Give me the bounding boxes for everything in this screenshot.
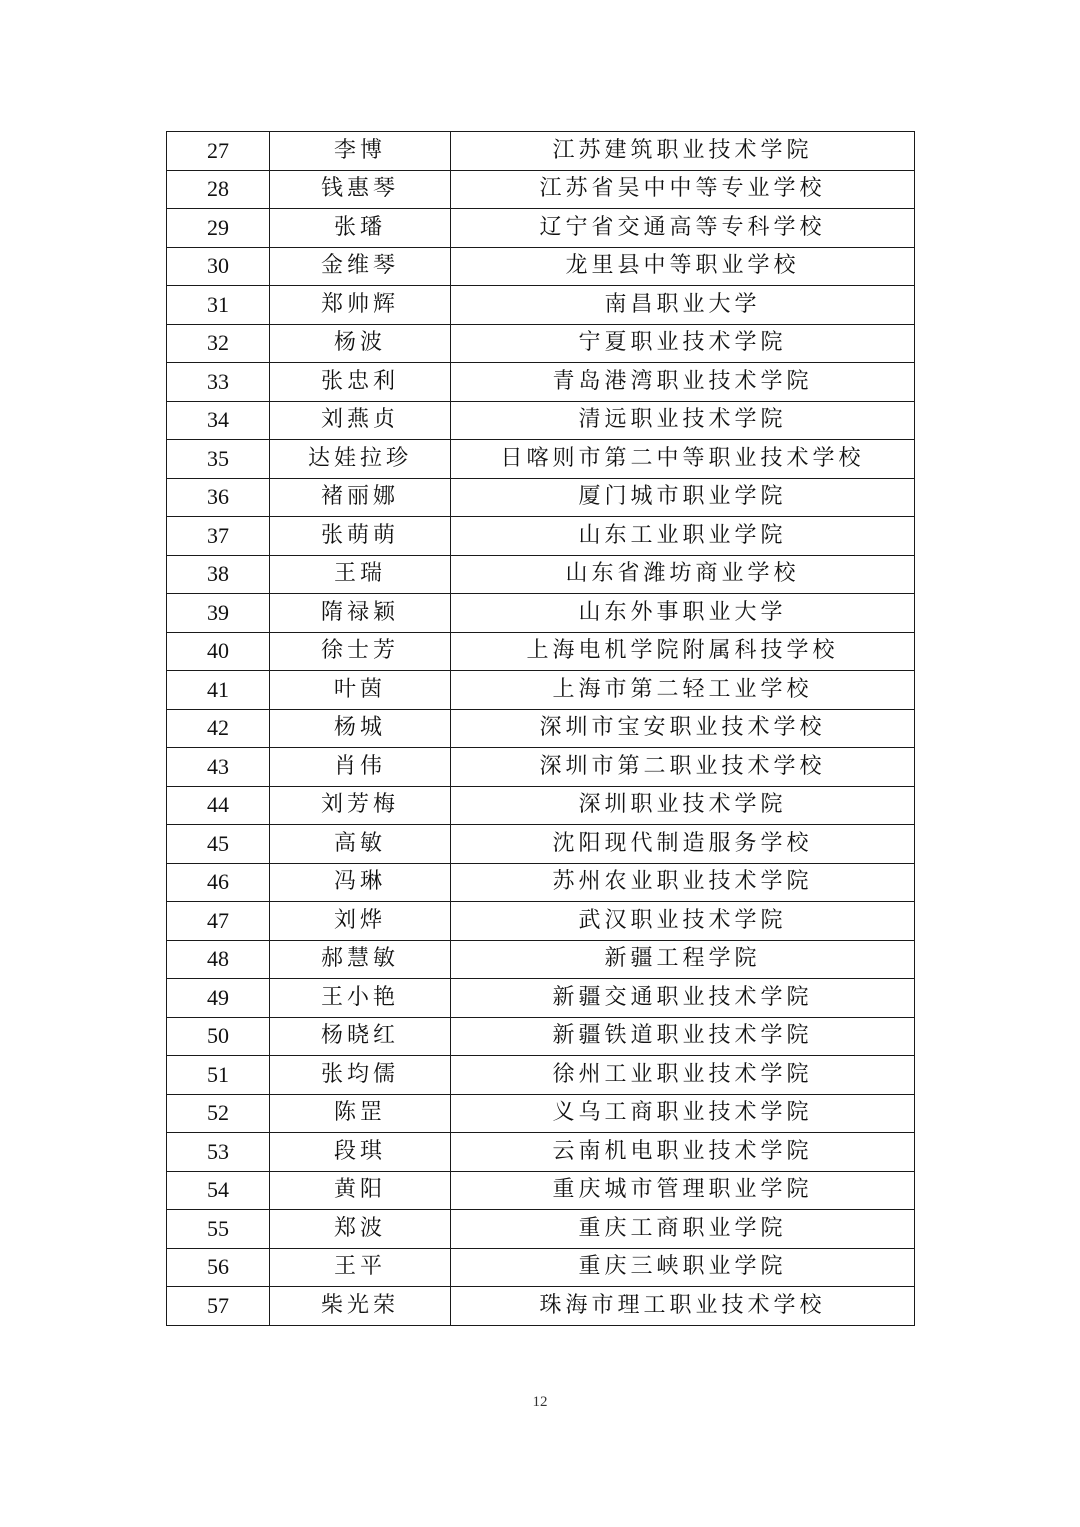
- organization-cell: 龙里县中等职业学校: [451, 247, 915, 286]
- organization-cell: 新疆铁道职业技术学院: [451, 1017, 915, 1056]
- table-row: [167, 517, 915, 556]
- organization-cell: 上海市第二轻工业学校: [451, 671, 915, 710]
- name-cell: 黄阳: [270, 1171, 451, 1210]
- name-cell: 王小艳: [270, 979, 451, 1018]
- organization-cell: 沈阳现代制造服务学校: [451, 825, 915, 864]
- organization-cell: 义乌工商职业技术学院: [451, 1094, 915, 1133]
- row-number-cell: 51: [167, 1056, 270, 1095]
- name-cell: 段琪: [270, 1133, 451, 1172]
- organization-cell: 上海电机学院附属科技学校: [451, 632, 915, 671]
- row-number-cell: 44: [167, 786, 270, 825]
- organization-cell: 辽宁省交通高等专科学校: [451, 209, 915, 248]
- name-cell: 冯琳: [270, 863, 451, 902]
- roster-table-body: [167, 132, 915, 1326]
- table-row: [167, 709, 915, 748]
- table-row: [167, 247, 915, 286]
- row-number-cell: 43: [167, 748, 270, 787]
- organization-cell: 重庆工商职业学院: [451, 1210, 915, 1249]
- row-number-cell: 35: [167, 440, 270, 479]
- row-number-cell: 45: [167, 825, 270, 864]
- organization-cell: 山东工业职业学院: [451, 517, 915, 556]
- name-cell: 刘烨: [270, 902, 451, 941]
- name-cell: 叶茵: [270, 671, 451, 710]
- name-cell: 郑波: [270, 1210, 451, 1249]
- row-number-cell: 31: [167, 286, 270, 325]
- table-row: [167, 478, 915, 517]
- row-number-cell: 33: [167, 363, 270, 402]
- organization-cell: 日喀则市第二中等职业技术学校: [451, 440, 915, 479]
- table-row: [167, 902, 915, 941]
- table-row: [167, 632, 915, 671]
- organization-cell: 南昌职业大学: [451, 286, 915, 325]
- name-cell: 王平: [270, 1248, 451, 1287]
- row-number-cell: 46: [167, 863, 270, 902]
- table-row: [167, 594, 915, 633]
- organization-cell: 厦门城市职业学院: [451, 478, 915, 517]
- table-row: [167, 401, 915, 440]
- table-row: [167, 1171, 915, 1210]
- name-cell: 金维琴: [270, 247, 451, 286]
- organization-cell: 宁夏职业技术学院: [451, 324, 915, 363]
- name-cell: 达娃拉珍: [270, 440, 451, 479]
- table-row: [167, 863, 915, 902]
- name-cell: 褚丽娜: [270, 478, 451, 517]
- row-number-cell: 32: [167, 324, 270, 363]
- row-number-cell: 36: [167, 478, 270, 517]
- name-cell: 张均儒: [270, 1056, 451, 1095]
- table-row: [167, 440, 915, 479]
- row-number-cell: 56: [167, 1248, 270, 1287]
- name-cell: 肖伟: [270, 748, 451, 787]
- row-number-cell: 29: [167, 209, 270, 248]
- table-row: [167, 170, 915, 209]
- name-cell: 隋禄颖: [270, 594, 451, 633]
- table-row: [167, 209, 915, 248]
- row-number-cell: 30: [167, 247, 270, 286]
- table-row: [167, 1248, 915, 1287]
- organization-cell: 武汉职业技术学院: [451, 902, 915, 941]
- organization-cell: 重庆城市管理职业学院: [451, 1171, 915, 1210]
- name-cell: 张忠利: [270, 363, 451, 402]
- table-row: [167, 940, 915, 979]
- name-cell: 杨晓红: [270, 1017, 451, 1056]
- table-row: [167, 1056, 915, 1095]
- row-number-cell: 55: [167, 1210, 270, 1249]
- table-row: [167, 748, 915, 787]
- name-cell: 王瑞: [270, 555, 451, 594]
- name-cell: 陈罡: [270, 1094, 451, 1133]
- row-number-cell: 41: [167, 671, 270, 710]
- row-number-cell: 48: [167, 940, 270, 979]
- table-row: [167, 979, 915, 1018]
- row-number-cell: 49: [167, 979, 270, 1018]
- row-number-cell: 28: [167, 170, 270, 209]
- name-cell: 徐士芳: [270, 632, 451, 671]
- organization-cell: 深圳职业技术学院: [451, 786, 915, 825]
- organization-cell: 深圳市第二职业技术学校: [451, 748, 915, 787]
- row-number-cell: 27: [167, 132, 270, 171]
- row-number-cell: 37: [167, 517, 270, 556]
- name-cell: 杨城: [270, 709, 451, 748]
- name-cell: 刘燕贞: [270, 401, 451, 440]
- table-row: [167, 286, 915, 325]
- organization-cell: 新疆工程学院: [451, 940, 915, 979]
- row-number-cell: 57: [167, 1287, 270, 1326]
- organization-cell: 苏州农业职业技术学院: [451, 863, 915, 902]
- table-row: [167, 555, 915, 594]
- row-number-cell: 40: [167, 632, 270, 671]
- table-row: [167, 1287, 915, 1326]
- organization-cell: 清远职业技术学院: [451, 401, 915, 440]
- organization-cell: 江苏省吴中中等专业学校: [451, 170, 915, 209]
- table-row: [167, 363, 915, 402]
- table-row: [167, 1133, 915, 1172]
- table-row: [167, 1210, 915, 1249]
- organization-cell: 山东省潍坊商业学校: [451, 555, 915, 594]
- table-row: [167, 1017, 915, 1056]
- page-number: 12: [532, 1394, 548, 1410]
- organization-cell: 深圳市宝安职业技术学校: [451, 709, 915, 748]
- name-cell: 柴光荣: [270, 1287, 451, 1326]
- row-number-cell: 50: [167, 1017, 270, 1056]
- organization-cell: 新疆交通职业技术学院: [451, 979, 915, 1018]
- row-number-cell: 52: [167, 1094, 270, 1133]
- name-cell: 张萌萌: [270, 517, 451, 556]
- row-number-cell: 38: [167, 555, 270, 594]
- name-cell: 杨波: [270, 324, 451, 363]
- name-cell: 高敏: [270, 825, 451, 864]
- row-number-cell: 39: [167, 594, 270, 633]
- table-row: [167, 786, 915, 825]
- organization-cell: 山东外事职业大学: [451, 594, 915, 633]
- name-cell: 刘芳梅: [270, 786, 451, 825]
- name-cell: 张璠: [270, 209, 451, 248]
- row-number-cell: 53: [167, 1133, 270, 1172]
- name-cell: 郑帅辉: [270, 286, 451, 325]
- organization-cell: 重庆三峡职业学院: [451, 1248, 915, 1287]
- table-row: [167, 825, 915, 864]
- name-cell: 钱惠琴: [270, 170, 451, 209]
- name-cell: 郝慧敏: [270, 940, 451, 979]
- table-row: [167, 132, 915, 171]
- organization-cell: 青岛港湾职业技术学院: [451, 363, 915, 402]
- roster-table: [166, 131, 915, 1326]
- row-number-cell: 47: [167, 902, 270, 941]
- table-row: [167, 671, 915, 710]
- row-number-cell: 42: [167, 709, 270, 748]
- row-number-cell: 54: [167, 1171, 270, 1210]
- table-row: [167, 324, 915, 363]
- organization-cell: 江苏建筑职业技术学院: [451, 132, 915, 171]
- row-number-cell: 34: [167, 401, 270, 440]
- organization-cell: 珠海市理工职业技术学校: [451, 1287, 915, 1326]
- organization-cell: 云南机电职业技术学院: [451, 1133, 915, 1172]
- organization-cell: 徐州工业职业技术学院: [451, 1056, 915, 1095]
- table-row: [167, 1094, 915, 1133]
- name-cell: 李博: [270, 132, 451, 171]
